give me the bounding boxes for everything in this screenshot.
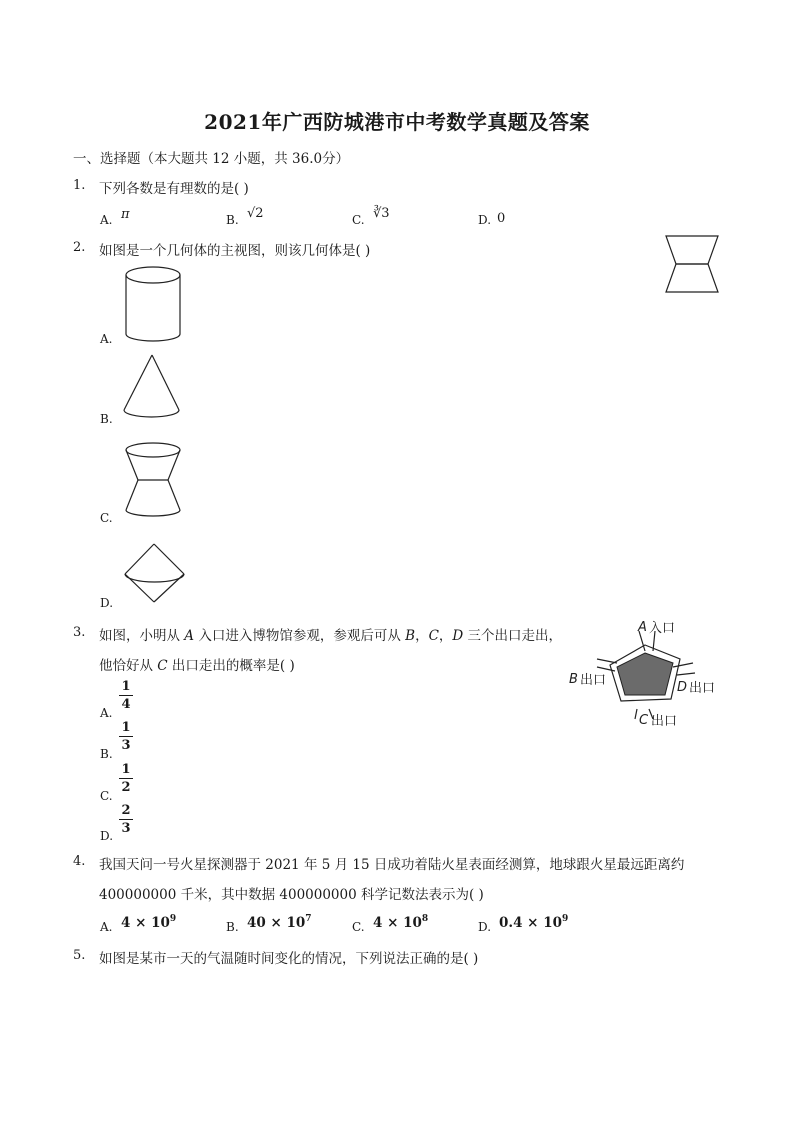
q3-option-a-label: A. [100, 706, 113, 720]
q1-option-d-label: D. [478, 213, 492, 227]
entrance-letter: A [638, 620, 647, 635]
q4-option-b-label: B. [226, 920, 239, 934]
q2-option-d-label: D. [100, 596, 114, 610]
cylinder-figure [120, 262, 186, 342]
page-title: 2021年广西防城港市中考数学真题及答案 [204, 110, 590, 134]
q4-option-b-value: $40 \times 10^7$ [247, 914, 312, 931]
q3-option-d-label: D. [100, 829, 114, 843]
cone-figure [120, 350, 186, 422]
question-3-text-line2: 他恰好从 C 出口走出的概率是( ) [99, 658, 295, 674]
q1-option-b-value: √2 [247, 206, 264, 221]
q1-option-d-value: 0 [497, 211, 506, 226]
question-2-text: 如图是一个几何体的主视图，则该几何体是( ) [99, 243, 371, 259]
q2-option-c-label: C. [100, 511, 113, 525]
question-1-number: 1. [73, 178, 86, 193]
q2-option-a-label: A. [100, 332, 113, 346]
q4-option-a-label: A. [100, 920, 113, 934]
question-5-number: 5. [73, 948, 86, 963]
section-heading: 一、选择题（本大题共 12 小题，共 36.0分） [73, 151, 350, 167]
entrance-label: 入口 [649, 621, 676, 636]
exit-d-label: 出口 [689, 681, 716, 696]
q3-option-c-label: C. [100, 789, 113, 803]
exit-c-letter: C [639, 713, 649, 728]
q3-option-a-fraction: 1 4 [119, 679, 133, 712]
q4-option-c-value: $4 \times 10^8$ [373, 914, 429, 931]
q2-option-b-label: B. [100, 412, 113, 426]
q4-option-d-value: $0.4 \times 10^9$ [499, 914, 569, 931]
question-4-text-line2: 400000000 千米，其中数据 400000000 科学记数法表示为( ) [99, 887, 484, 903]
q1-option-c-label: C. [352, 213, 365, 227]
q1-option-b-label: B. [226, 213, 239, 227]
q1-option-a-value: π [121, 207, 130, 222]
double-frustum-figure [120, 438, 186, 522]
exit-b-letter: B [569, 672, 578, 687]
exit-c-label: 出口 [651, 714, 678, 729]
q2-front-view-figure [660, 232, 724, 296]
q1-option-a-label: A. [100, 213, 113, 227]
q3-option-b-fraction: 1 3 [119, 720, 133, 753]
q1-option-c-value: ∛3 [373, 206, 390, 221]
question-4-number: 4. [73, 854, 86, 869]
exit-d-letter: D [677, 680, 688, 695]
q4-option-a-value: $4 \times 10^9$ [121, 914, 177, 931]
q3-option-b-label: B. [100, 747, 113, 761]
q4-option-d-label: D. [478, 920, 492, 934]
question-1-text: 下列各数是有理数的是( ) [99, 181, 249, 197]
question-2-number: 2. [73, 240, 86, 255]
exit-b-label: 出口 [580, 673, 607, 688]
question-3-text: 如图，小明从 A 入口进入博物馆参观，参观后可从 B，C，D 三个出口走出， [99, 628, 563, 644]
q4-option-c-label: C. [352, 920, 365, 934]
question-5-text: 如图是某市一天的气温随时间变化的情况，下列说法正确的是( ) [99, 951, 479, 967]
double-cone-figure [120, 540, 190, 606]
question-3-number: 3. [73, 625, 86, 640]
q3-option-c-fraction: 1 2 [119, 762, 133, 795]
question-4-text: 我国天问一号火星探测器于 2021 年 5 月 15 日成功着陆火星表面经测算，地球跟火星最远距离约 [99, 857, 685, 873]
q3-option-d-fraction: 2 3 [119, 803, 133, 836]
museum-exit-figure [565, 615, 725, 735]
